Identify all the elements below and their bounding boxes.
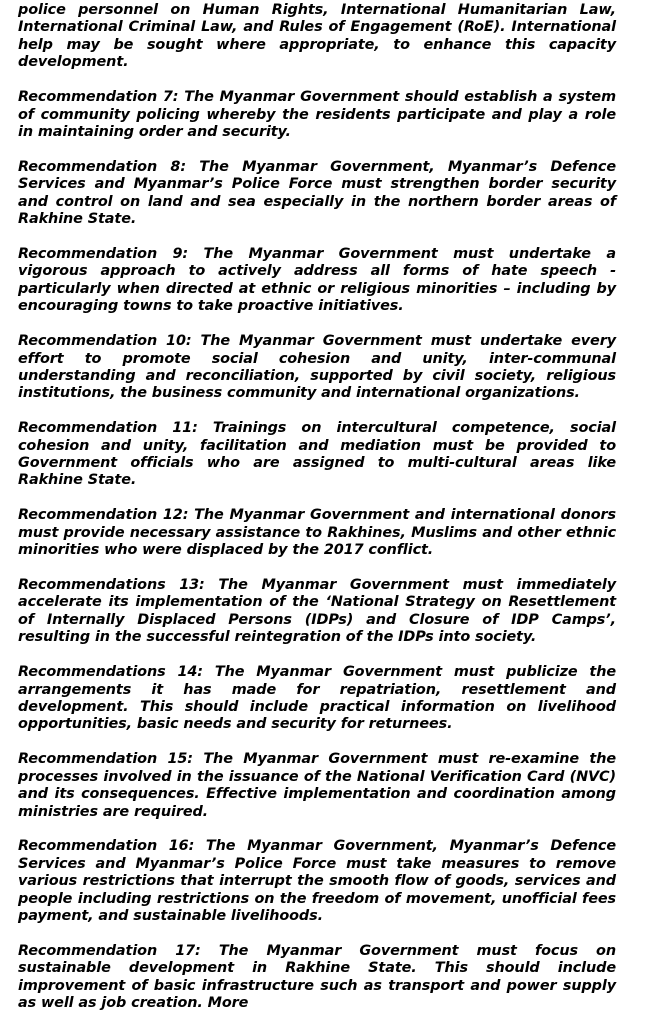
document-page [18,2,616,1030]
recommendation-17: Recommendation 17: The Myanmar Government must focus on sustainable development in Rakhine State. This should include improvement of basic infrastructure such as transport and power supply as well as job creation. More [18,942,616,1012]
recommendation-14: Recommendations 14: The Myanmar Government must publicize the arrangements it has made for repatriation, resettlement and development. This should include practical information on livelihood opportunities, basic needs and security for returnees. [18,664,616,733]
recommendation-8: Recommendation 8: The Myanmar Government, Myanmar’s Defence Services and Myanmar’s Police Force must strengthen border security and control on land and sea especially in the northern border areas of Rakhine State. [18,158,616,228]
paragraph-capacity-training: police personnel on Human Rights, International Humanitarian Law, International Criminal Law, and Rules of Engagement (RoE). International help may be sought where appropriate, to enhance this capacity development. [18,2,616,71]
recommendation-7: Recommendation 7: The Myanmar Government should establish a system of community policing whereby the residents participate and play a role in maintaining order and security. [18,89,616,140]
recommendation-16: Recommendation 16: The Myanmar Government, Myanmar’s Defence Services and Myanmar’s Police Force must take measures to remove various restrictions that interrupt the smooth flow of goods, services and people including restrictions on the freedom of movement, unofficial fees payment, and sustainable livelihoods. [18,838,616,925]
recommendation-15: Recommendation 15: The Myanmar Government must re-examine the processes involved in the issuance of the National Verification Card (NVC) and its consequences. Effective implementation and coordination among ministries are required. [18,751,616,820]
recommendation-12: Recommendation 12: The Myanmar Government and international donors must provide necessary assistance to Rakhines, Muslims and other ethnic minorities who were displaced by the 2017 conflict. [18,507,616,559]
recommendation-13: Recommendations 13: The Myanmar Government must immediately accelerate its implementation of the ‘National Strategy on Resettlement of Internally Displaced Persons (IDPs) and Closure of IDP Camps’, resulting in the successful reintegration of the IDPs into society. [18,577,616,646]
recommendation-11: Recommendation 11: Trainings on intercultural competence, social cohesion and unity, facilitation and mediation must be provided to Government officials who are assigned to multi-cultural areas like Rakhine State. [18,420,616,489]
recommendation-9: Recommendation 9: The Myanmar Government must undertake a vigorous approach to actively address all forms of hate speech - particularly when directed at ethnic or religious minorities – including by encouraging towns to take proactive initiatives. [18,245,616,315]
recommendation-10: Recommendation 10: The Myanmar Government must undertake every effort to promote social cohesion and unity, inter-communal understanding and reconciliation, supported by civil society, religious institutions, the business community and international organizations. [18,333,616,402]
